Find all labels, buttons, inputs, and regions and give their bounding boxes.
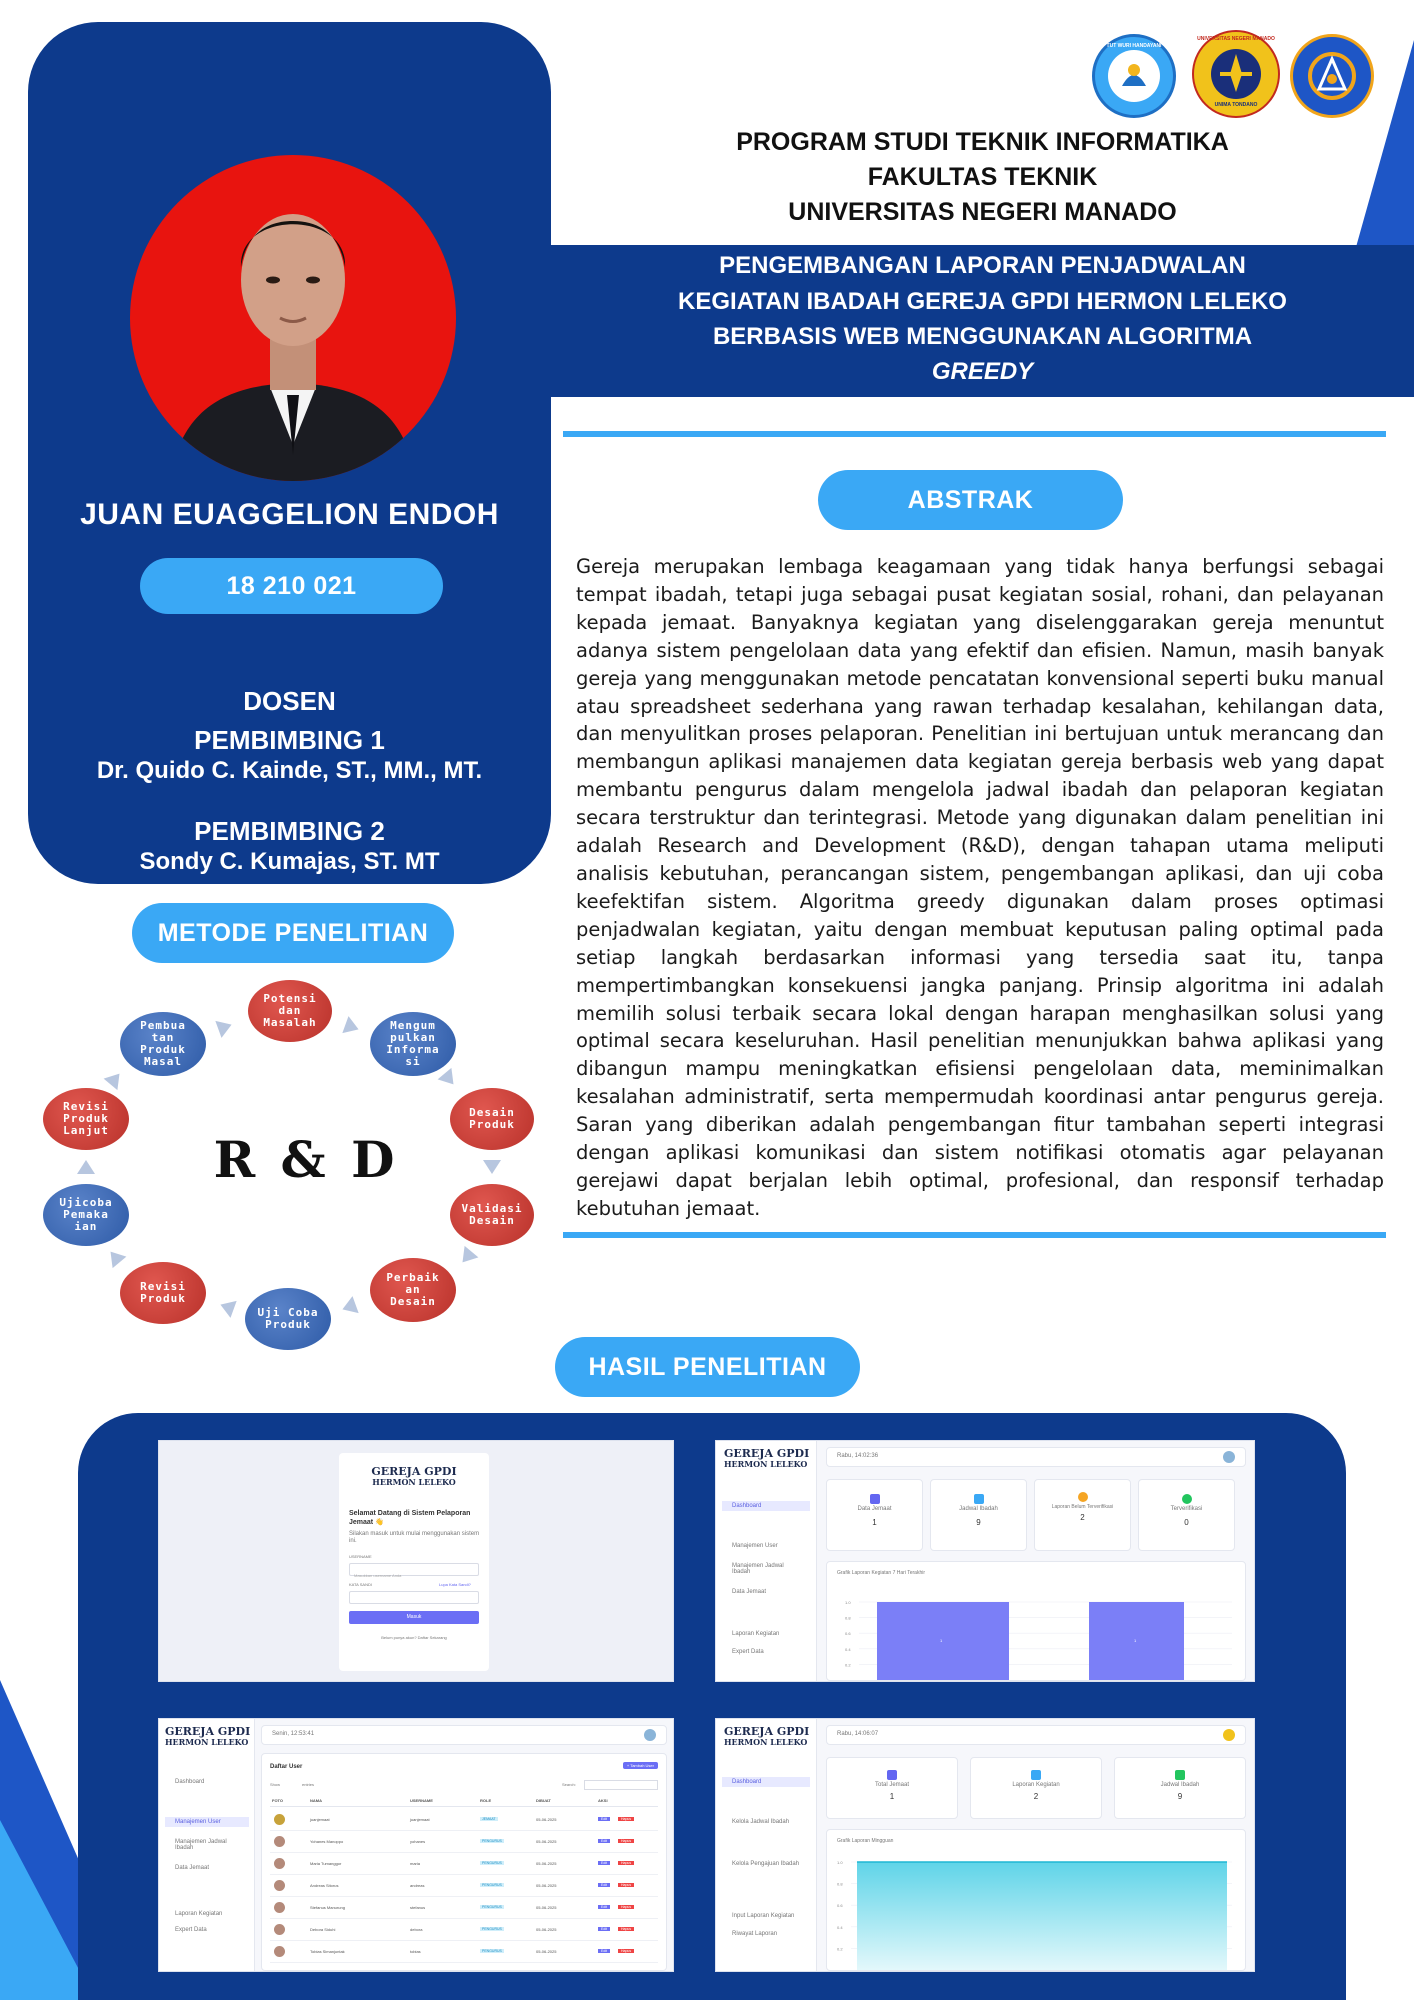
users-col-username: USERNAME xyxy=(410,1798,433,1803)
screenshot-login xyxy=(158,1440,674,1682)
table-row xyxy=(270,1854,658,1875)
admin-card-verif-label: Terverifikasi xyxy=(1170,1506,1203,1512)
hasil-heading-label: HASIL PENELITIAN xyxy=(588,1352,827,1381)
pengurus-y-tick: 0.8 xyxy=(837,1881,843,1887)
supervisor-1-name: Dr. Quido C. Kainde, ST., MM., MT. xyxy=(96,757,483,784)
title-line-2: KEGIATAN IBADAH GEREJA GPDI HERMON LELEKO xyxy=(678,288,1287,315)
login-user-label: USERNAME xyxy=(349,1554,372,1559)
row-dibuat: 05-06-2025 xyxy=(536,1905,557,1910)
avatar xyxy=(274,1814,285,1825)
avatar xyxy=(274,1858,285,1869)
rd-node-revisi-produk: Revisi Produk xyxy=(120,1262,206,1324)
hapus-button[interactable]: Hapus xyxy=(618,1949,634,1953)
users-logo xyxy=(165,1727,250,1747)
rd-center-label: R & D xyxy=(213,1130,399,1189)
rd-arrow-7 xyxy=(104,1246,127,1268)
users-logo-line1: GEREJA GPDI xyxy=(165,1725,251,1738)
admin-bar-2-label: 1 xyxy=(1134,1638,1137,1643)
admin-card-verif-value: 0 xyxy=(1184,1518,1189,1527)
supervisor-1-label: PEMBIMBING 1 xyxy=(194,725,385,755)
admin-card-belum-value: 2 xyxy=(1080,1513,1085,1522)
screenshot-user-list xyxy=(158,1718,674,1972)
pengurus-time: Rabu, 14:06:07 xyxy=(837,1731,879,1737)
users-topbar xyxy=(261,1725,667,1745)
admin-bar-chart xyxy=(827,1562,1245,1680)
metode-heading-label: METODE PENELITIAN xyxy=(157,918,429,947)
row-username: maria xyxy=(410,1861,421,1866)
edit-button[interactable]: Edit xyxy=(598,1861,610,1865)
admin-time: Rabu, 14:02:36 xyxy=(837,1453,879,1459)
row-role: PENGURUS xyxy=(482,1883,502,1887)
pengurus-menu-jadwal[interactable]: Kelola Jadwal Ibadah xyxy=(732,1819,790,1825)
pengurus-card-jemaat-label: Total Jemaat xyxy=(874,1782,910,1788)
admin-card-belum xyxy=(1034,1479,1131,1551)
login-button[interactable]: Masuk xyxy=(349,1611,479,1624)
login-username-input[interactable] xyxy=(349,1563,479,1576)
supervisor-heading: DOSEN xyxy=(243,686,336,716)
admin-menu-user[interactable]: Manajemen User xyxy=(732,1543,778,1549)
student-nim: 18 210 021 xyxy=(226,571,357,600)
row-dibuat: 05-06-2025 xyxy=(536,1817,557,1822)
login-username-placeholder: Masukkan username Anda xyxy=(354,1573,402,1578)
users-menu-user[interactable]: Manajemen User xyxy=(165,1817,249,1827)
avatar xyxy=(274,1836,285,1847)
title-line-4: GREEDY xyxy=(931,358,1034,385)
row-role: JEMAAT xyxy=(482,1817,496,1821)
users-title: Daftar User xyxy=(270,1764,303,1770)
rd-node-revisi-lanjut: Revisi Produk Lanjut xyxy=(43,1088,129,1150)
supervisor-2-label: PEMBIMBING 2 xyxy=(194,816,385,846)
program-line-3: UNIVERSITAS NEGERI MANADO xyxy=(788,198,1177,226)
pengurus-card-jadwal xyxy=(1114,1757,1246,1819)
edit-button[interactable]: Edit xyxy=(598,1883,610,1887)
admin-chart-card xyxy=(826,1561,1246,1681)
pengurus-card-jemaat-value: 1 xyxy=(889,1792,895,1801)
hapus-button[interactable]: Hapus xyxy=(618,1905,634,1909)
rd-node-validasi: Validasi Desain xyxy=(450,1184,534,1246)
row-nama: Debora Siduhi xyxy=(310,1927,336,1932)
login-logo-line2: HERMON LELEKO xyxy=(372,1477,456,1487)
users-search-label: Search: xyxy=(562,1782,576,1787)
program-line-1: PROGRAM STUDI TEKNIK INFORMATIKA xyxy=(736,128,1229,156)
users-sidebar xyxy=(159,1719,255,1971)
admin-y-tick: 0.2 xyxy=(845,1662,851,1668)
student-name: JUAN EUAGGELION ENDOH xyxy=(80,498,499,531)
row-nama: Andreas Sitorus xyxy=(310,1883,339,1888)
pengurus-card-jadwal-icon xyxy=(1175,1770,1185,1780)
abstract-text: Gereja merupakan lembaga keagamaan yang tidak hanya berfungsi sebagai tempat ibadah, tetapi juga sebagai pusat kegiatan sosial, rohani, dan pelayanan kepada jemaat. Banyaknya kegiatan yang diselenggarakan gereja menuntut adanya sistem pengelolaan data yang efektif dan efisien. Namun, masih banyak gereja yang menggunakan metode pencatatan konvensional seperti buku manual atau spreadsheet sederhana yang rawan terhadap kesalahan, kehilangan data, dan menyulitkan proses pelaporan. Penelitian ini bertujuan untuk merancang dan membangun aplikasi manajemen data kegiatan gereja berbasis web yang dapat membantu pengurus dalam mengelola jadwal ibadah dan pelaporan kegiatan secara terstruktur dan terintegrasi. Metode yang digunakan dalam penelitian ini adalah Research and Development (R&D), dengan tahapan utama meliputi analisis kebutuhan, perancangan sistem, pengembangan aplikasi, dan uji coba keefektifan sistem. Algoritma greedy digunakan dalam proses optimasi penjadwalan kegiatan, yaitu dengan membuat keputusan paling optimal pada setiap langkah berdasarkan informasi yang tersedia saat itu, tanpa mempertimbangkan konsekuensi jangka panjang. Prinsip algoritma ini adalah memilih solusi terbaik secara lokal dengan harapan menghasilkan solusi yang optimal secara keseluruhan. Hasil penelitian menunjukkan bahwa aplikasi yang dibangun mampu meningkatkan efisiensi pengelolaan data, meminimalkan kesalahan administratif, serta mempermudah koordinasi antar pengurus gereja. Saran yang diberikan adalah pengembangan fitur tambahan seperti integrasi dengan aplikasi komunikasi dan sistem notifikasi otomatis agar pelayanan gerejawi dapat berjalan lebih optimal, profesional, dan responsif terhadap kebutuhan jemaat. xyxy=(576,555,1384,1220)
admin-y-tick: 0.8 xyxy=(845,1615,851,1621)
hapus-button[interactable]: Hapus xyxy=(618,1927,634,1931)
pengurus-menu-input[interactable]: Input Laporan Kegiatan xyxy=(732,1913,795,1919)
users-col-role: ROLE xyxy=(480,1798,492,1803)
pengurus-topbar xyxy=(826,1725,1246,1745)
rd-node-uji-coba: Uji Coba Produk xyxy=(245,1288,331,1350)
users-col-dibuat: DIBUAT xyxy=(536,1798,551,1803)
pengurus-card-jadwal-label: Jadwal Ibadah xyxy=(1160,1782,1200,1788)
avatar xyxy=(274,1924,285,1935)
hapus-button[interactable]: Hapus xyxy=(618,1839,634,1843)
admin-bar-2 xyxy=(1089,1602,1184,1680)
login-logo-line1: GEREJA GPDI xyxy=(371,1465,457,1478)
rd-arrow-3 xyxy=(483,1160,501,1174)
pengurus-logo-line2: HERMON LELEKO xyxy=(724,1737,808,1747)
admin-card-jemaat-label: Data Jemaat xyxy=(857,1506,892,1512)
abstract-heading xyxy=(818,470,1123,530)
pengurus-area xyxy=(857,1862,1227,1970)
row-dibuat: 05-06-2025 xyxy=(536,1949,557,1954)
row-dibuat: 05-06-2025 xyxy=(536,1927,557,1932)
pengurus-y-tick: 0.6 xyxy=(837,1903,843,1909)
row-nama: Yohanes Manoppo xyxy=(310,1839,344,1844)
pengurus-area-chart xyxy=(827,1830,1245,1970)
pengurus-y-tick: 1.0 xyxy=(837,1860,843,1865)
table-row xyxy=(270,1810,658,1831)
table-row xyxy=(270,1898,658,1919)
logo-unima-sub: UNIMA TONDANO xyxy=(1214,102,1258,108)
title-line-3: BERBASIS WEB MENGGUNAKAN ALGORITMA xyxy=(712,323,1253,350)
row-role: PENGURUS xyxy=(482,1839,502,1843)
rd-arrow-1 xyxy=(342,1016,361,1038)
login-welcome: Selamat Datang di Sistem Pelaporan Jemaat 👋 xyxy=(349,1510,471,1526)
edit-button[interactable]: Edit xyxy=(598,1905,610,1909)
admin-chart-title: Grafik Laporan Kegiatan 7 Hari Terakhir xyxy=(837,1570,926,1576)
users-col-aksi: AKSI xyxy=(598,1798,608,1803)
login-sub: Silakan masuk untuk mulai menggunakan sistem ini. xyxy=(349,1531,480,1544)
admin-card-verif-icon xyxy=(1182,1494,1192,1504)
row-username: debora xyxy=(410,1927,423,1932)
avatar xyxy=(274,1880,285,1891)
row-username: juanjemaat xyxy=(410,1817,430,1822)
hasil-heading xyxy=(555,1337,860,1397)
login-pass-label: KATA SANDI xyxy=(349,1582,372,1587)
row-dibuat: 05-06-2025 xyxy=(536,1883,557,1888)
login-forgot-link[interactable]: Lupa Kata Sandi? xyxy=(439,1582,471,1587)
pengurus-avatar-icon[interactable] xyxy=(1223,1729,1235,1741)
admin-card-jemaat xyxy=(826,1479,923,1551)
pengurus-menu-dashboard[interactable]: Dashboard xyxy=(722,1777,810,1787)
admin-bar-1 xyxy=(877,1602,1009,1680)
row-nama: Stefanus Manurung xyxy=(310,1905,345,1910)
table-row xyxy=(270,1920,658,1941)
hapus-button[interactable]: Hapus xyxy=(618,1817,634,1821)
table-row xyxy=(270,1832,658,1853)
edit-button[interactable]: Edit xyxy=(598,1839,610,1843)
rd-node-perbaikan: Perbaik an Desain xyxy=(370,1258,456,1322)
edit-button[interactable]: Edit xyxy=(598,1949,610,1953)
users-avatar-icon[interactable] xyxy=(644,1729,656,1741)
pengurus-menu-pengajuan[interactable]: Kelola Pengajuan Ibadah xyxy=(732,1861,800,1867)
login-register-link[interactable]: Belum punya akun? Daftar Sekarang xyxy=(381,1635,447,1640)
rd-node-desain: Desain Produk xyxy=(450,1088,534,1150)
screenshot-pengurus-dashboard xyxy=(715,1718,1255,1972)
divider-bottom xyxy=(563,1232,1386,1238)
pengurus-card-laporan-value: 2 xyxy=(1033,1792,1039,1801)
login-logo xyxy=(339,1467,489,1487)
pengurus-menu-riwayat[interactable]: Riwayat Laporan xyxy=(732,1931,778,1937)
admin-card-belum-label: Laporan Belum Terverifikasi xyxy=(1051,1504,1114,1510)
admin-menu-jemaat[interactable]: Data Jemaat xyxy=(732,1589,767,1595)
program-line-2: FAKULTAS TEKNIK xyxy=(867,163,1098,191)
pengurus-chart-card xyxy=(826,1829,1246,1971)
admin-card-jadwal-value: 9 xyxy=(976,1518,981,1527)
pengurus-y-tick: 0.4 xyxy=(837,1924,843,1930)
title-line-1: PENGEMBANGAN LAPORAN PENJADWALAN xyxy=(719,252,1246,279)
admin-menu-jadwal[interactable]: Manajemen Jadwal Ibadah xyxy=(732,1563,784,1575)
users-entries-label: entries xyxy=(302,1782,315,1787)
logo-unima-year: 1955 xyxy=(1229,92,1243,98)
row-username: yohanes xyxy=(410,1839,426,1844)
users-table-card xyxy=(261,1753,667,1971)
student-photo xyxy=(130,155,456,481)
admin-menu-dashboard[interactable]: Dashboard xyxy=(722,1501,810,1511)
edit-button[interactable]: Edit xyxy=(598,1817,610,1821)
users-col-nama: NAMA xyxy=(310,1798,322,1803)
users-menu-dashboard[interactable]: Dashboard xyxy=(175,1779,205,1785)
logo-tut-wuri-text: TUT WURI HANDAYANI xyxy=(1106,43,1162,49)
pengurus-card-jemaat-icon xyxy=(887,1770,897,1780)
table-row xyxy=(270,1876,658,1897)
users-col-foto: FOTO xyxy=(272,1798,284,1803)
supervisor-2-name: Sondy C. Kumajas, ST. MT xyxy=(139,848,440,875)
admin-card-jemaat-icon xyxy=(870,1494,880,1504)
pengurus-card-laporan xyxy=(970,1757,1102,1819)
rd-node-produk-masal: Pembua tan Produk Masal xyxy=(120,1012,206,1076)
users-time: Senin, 12:53:41 xyxy=(272,1731,315,1737)
login-card xyxy=(339,1453,489,1671)
admin-card-jadwal-icon xyxy=(974,1494,984,1504)
pengurus-logo-line1: GEREJA GPDI xyxy=(724,1725,810,1738)
divider-top xyxy=(563,431,1386,437)
row-role: PENGURUS xyxy=(482,1861,502,1865)
table-row xyxy=(270,1942,658,1963)
hapus-button[interactable]: Hapus xyxy=(618,1861,634,1865)
row-nama: juanjemaat xyxy=(310,1817,330,1822)
hapus-button[interactable]: Hapus xyxy=(618,1883,634,1887)
login-password-input[interactable] xyxy=(349,1591,479,1604)
row-username: andreas xyxy=(410,1883,425,1888)
admin-logo-line1: GEREJA GPDI xyxy=(724,1447,810,1460)
pengurus-card-laporan-icon xyxy=(1031,1770,1041,1780)
admin-bar-1-label: 1 xyxy=(940,1638,943,1643)
users-search-input[interactable] xyxy=(584,1780,658,1790)
admin-menu-laporan[interactable]: Laporan Kegiatan xyxy=(732,1631,780,1637)
pengurus-card-jemaat xyxy=(826,1757,958,1819)
row-role: PENGURUS xyxy=(482,1905,502,1909)
admin-y-tick: 1.0 xyxy=(845,1600,851,1605)
admin-logo-line2: HERMON LELEKO xyxy=(724,1459,808,1469)
admin-avatar-icon[interactable] xyxy=(1223,1451,1235,1463)
logo-faculty xyxy=(1290,34,1374,118)
pengurus-sidebar xyxy=(716,1719,817,1971)
row-role: PENGURUS xyxy=(482,1927,502,1931)
admin-topbar xyxy=(826,1447,1246,1467)
rd-node-potensi: Potensi dan Masalah xyxy=(248,980,332,1042)
rd-arrow-4 xyxy=(456,1246,479,1268)
metode-heading xyxy=(132,903,454,963)
row-dibuat: 05-06-2025 xyxy=(536,1861,557,1866)
users-menu-jemaat[interactable]: Data Jemaat xyxy=(175,1865,210,1871)
admin-sidebar xyxy=(716,1441,817,1681)
users-table-header xyxy=(270,1796,658,1807)
admin-card-verif xyxy=(1138,1479,1235,1551)
admin-y-tick: 0.4 xyxy=(845,1646,851,1652)
row-username: tobias xyxy=(410,1949,421,1954)
rd-arrow-5 xyxy=(339,1296,358,1318)
rd-arrow-2 xyxy=(438,1068,461,1090)
users-menu-laporan[interactable]: Laporan Kegiatan xyxy=(175,1911,223,1917)
edit-button[interactable]: Edit xyxy=(598,1927,610,1931)
pengurus-card-jadwal-value: 9 xyxy=(1177,1792,1183,1801)
logo-unima-text: UNIVERSITAS NEGERI MANADO xyxy=(1197,36,1275,42)
admin-y-tick: 0.6 xyxy=(845,1631,851,1637)
users-menu-jadwal[interactable]: Manajemen Jadwal Ibadah xyxy=(175,1839,227,1851)
row-nama: Maria Tumanggor xyxy=(310,1861,342,1866)
rd-arrow-8 xyxy=(77,1160,95,1174)
logo-unima xyxy=(1192,30,1280,118)
users-show-label: Show xyxy=(270,1782,281,1787)
rd-arrow-6 xyxy=(217,1296,236,1318)
admin-menu-expert[interactable]: Expert Data xyxy=(732,1649,764,1655)
rd-arrow-10 xyxy=(215,1016,234,1038)
admin-card-jemaat-value: 1 xyxy=(872,1518,877,1527)
admin-card-jadwal-label: Jadwal Ibadah xyxy=(959,1506,998,1512)
users-menu-expert[interactable]: Expert Data xyxy=(175,1927,207,1933)
row-nama: Tobias Simanjuntak xyxy=(310,1949,345,1954)
admin-logo xyxy=(724,1449,809,1469)
admin-card-belum-icon xyxy=(1078,1492,1088,1502)
abstract-heading-label: ABSTRAK xyxy=(907,485,1034,514)
rd-node-ujicoba-pemakaian: Ujicoba Pemaka ian xyxy=(43,1184,129,1246)
student-nim-badge xyxy=(140,558,443,614)
logo-tut-wuri xyxy=(1092,34,1176,118)
rd-arrow-9 xyxy=(104,1068,127,1090)
row-role: PENGURUS xyxy=(482,1949,502,1953)
admin-card-jadwal xyxy=(930,1479,1027,1551)
avatar xyxy=(274,1902,285,1913)
rd-node-mengumpulkan: Mengum pulkan Informa si xyxy=(370,1012,456,1076)
pengurus-logo xyxy=(724,1727,809,1747)
pengurus-chart-title: Grafik Laporan Mingguan xyxy=(837,1838,894,1844)
screenshot-admin-dashboard xyxy=(715,1440,1255,1682)
pengurus-card-laporan-label: Laporan Kegiatan xyxy=(1012,1782,1060,1788)
avatar xyxy=(274,1946,285,1957)
row-username: stefanus xyxy=(410,1905,426,1910)
users-logo-line2: HERMON LELEKO xyxy=(165,1737,249,1747)
users-add-button[interactable]: + Tambah User xyxy=(623,1762,658,1769)
pengurus-y-tick: 0.2 xyxy=(837,1946,843,1952)
row-dibuat: 05-06-2025 xyxy=(536,1839,557,1844)
